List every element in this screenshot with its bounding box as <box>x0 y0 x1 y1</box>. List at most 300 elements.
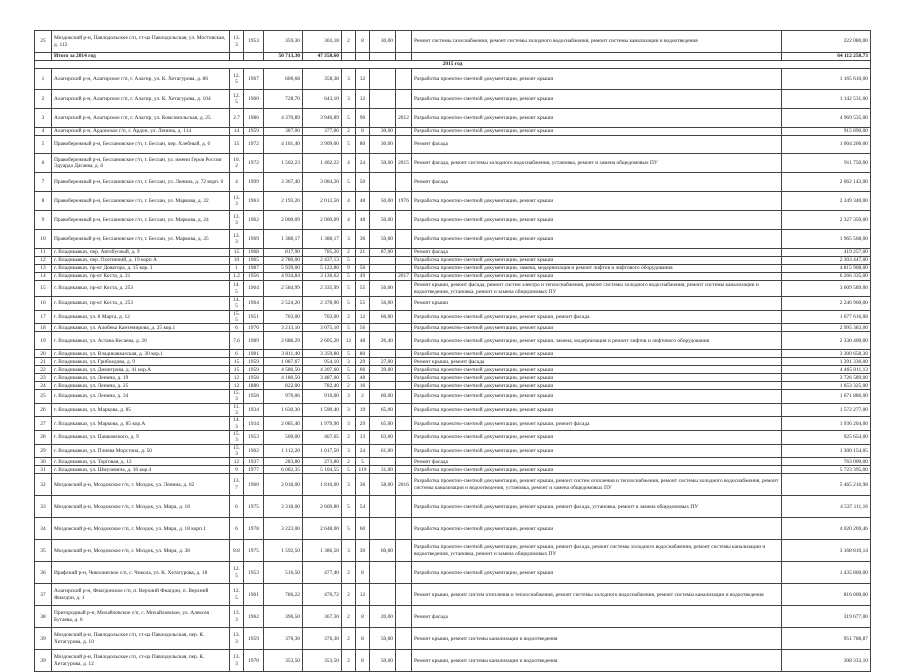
row-number: 39 <box>35 650 52 672</box>
apartments: 8 <box>356 562 370 584</box>
table-row <box>35 230 871 249</box>
col-v1: 13.3 <box>230 650 244 672</box>
address: Алагирский р-н, Алагирское г/п, г. Алагир, ул. К. Хетагурова, д. 104 <box>52 90 230 109</box>
cost: 1 677 616,08 <box>782 310 871 324</box>
col-v1: 1 <box>230 265 244 273</box>
row-number: 25 <box>35 31 52 53</box>
last-repair-year <box>396 518 412 540</box>
col-v1: 12.5 <box>230 562 244 584</box>
year-built: 1953 <box>244 31 264 53</box>
row-number: 12 <box>35 257 52 265</box>
total-area: 283,80 <box>264 458 303 466</box>
table-row <box>35 382 871 390</box>
address: г. Владикавказ, ул. Торговая, д. 12 <box>52 458 230 466</box>
wear-percent: 50,00 <box>370 211 396 230</box>
apartments: 36 <box>356 230 370 249</box>
work-types: Разработка проектно-сметной документации, ремонт крыши <box>412 211 782 230</box>
address: Пригородный р-н, Михайловское с/п, с. Михайловское, ул. Алексея Бутаева, д. 6 <box>52 606 230 628</box>
total-area: 1 502,23 <box>264 154 303 173</box>
row-number: 23 <box>35 374 52 382</box>
wear-percent: 87,00 <box>370 249 396 257</box>
last-repair-year <box>396 128 412 136</box>
work-types: Ремонт фасада <box>412 136 782 154</box>
last-repair-year <box>396 249 412 257</box>
table-row <box>35 444 871 458</box>
year-built: 1962 <box>244 444 264 458</box>
table-row <box>35 466 871 474</box>
year-built: 1989 <box>244 332 264 350</box>
row-number: 21 <box>35 358 52 366</box>
apartments: 8 <box>356 606 370 628</box>
wear-percent <box>370 496 396 518</box>
total-area: 500,00 <box>264 430 303 444</box>
col-v1: 14 <box>230 128 244 136</box>
living-area: 476,72 <box>303 584 342 606</box>
floors: 5 <box>342 297 356 311</box>
row-number: 32 <box>35 474 52 496</box>
cost: 4 537 111,16 <box>782 496 871 518</box>
work-types: Ремонт фасада, ремонт системы холодного водоснабжения, установка, ремонт и замена общедомовых ПУ <box>412 154 782 173</box>
address: Правобережный р-н, Беслановское г/п, г. Беслан, ул. Ленина, д. 72 корп. 6 <box>52 173 230 192</box>
wear-percent: 50,00 <box>370 192 396 211</box>
cost: 5 723 395,00 <box>782 466 871 474</box>
year-built: 1953 <box>244 430 264 444</box>
col-v1: 10 <box>230 257 244 265</box>
floors: 5 <box>342 374 356 382</box>
floors: 3 <box>342 390 356 404</box>
wear-percent <box>370 109 396 128</box>
floors: 2 <box>342 31 356 53</box>
floors: 5 <box>342 466 356 474</box>
apartments: 13 <box>356 430 370 444</box>
table-row <box>35 332 871 350</box>
year-built: 1963 <box>244 192 264 211</box>
col-v1: 6 <box>230 324 244 332</box>
wear-percent: 20,00 <box>370 606 396 628</box>
table-row <box>35 390 871 404</box>
row-number: 10 <box>35 230 52 249</box>
total-area: 2 584,99 <box>264 281 303 297</box>
cost: 2 246 960,00 <box>782 297 871 311</box>
table-row <box>35 403 871 417</box>
living-area: 3 946,89 <box>303 109 342 128</box>
col-v1: 6 <box>230 496 244 518</box>
work-types: Ремонт крыши, ремонт фасада, ремонт систем электро и теплоснабжения, ремонт системы холодного водоснабжения, ремонт системы канализации и водоотведения, установка, ремонт и замена общедомовых ПУ <box>412 281 782 297</box>
wear-percent <box>370 53 396 61</box>
floors: 5 <box>342 518 356 540</box>
last-repair-year <box>396 390 412 404</box>
living-area: 2 437,13 <box>303 257 342 265</box>
work-types: Разработка проектно-сметной документации, ремонт крыши <box>412 466 782 474</box>
total-area: 6 082,35 <box>264 466 303 474</box>
cost: 911 750,00 <box>782 154 871 173</box>
apartments: 30 <box>356 540 370 562</box>
table-row <box>35 257 871 265</box>
total-area: 1 630,30 <box>264 403 303 417</box>
row-number: 31 <box>35 466 52 474</box>
last-repair-year <box>396 265 412 273</box>
row-number: 16 <box>35 297 52 311</box>
total-area: 2 524,20 <box>264 297 303 311</box>
address: г. Владикавказ, ул. Маркова, д. 85 <box>52 403 230 417</box>
table-row <box>35 211 871 230</box>
apartments: 12 <box>356 90 370 109</box>
col-v1: 15 <box>230 358 244 366</box>
cost: 915 890,00 <box>782 128 871 136</box>
apartments: 80 <box>356 136 370 154</box>
living-area: 5 104,55 <box>303 466 342 474</box>
work-types: Ремонт системы газоснабжения, ремонт системы холодного водоснабжения, ремонт системы канализации и водоотведения <box>412 31 782 53</box>
total-area: 359,30 <box>264 31 303 53</box>
wear-percent <box>370 90 396 109</box>
work-types: Разработка проектно-сметной документации, ремонт крыши <box>412 382 782 390</box>
last-repair-year <box>396 562 412 584</box>
work-types: Разработка проектно-сметной документации, ремонт крыши <box>412 128 782 136</box>
total-area: 728,70 <box>264 90 303 109</box>
living-area: 2 669,80 <box>303 496 342 518</box>
total-area: 1 592,50 <box>264 540 303 562</box>
wear-percent <box>370 257 396 265</box>
address: г. Владикавказ, ул. Пашковского, д. 9 <box>52 430 230 444</box>
floors: 5 <box>342 350 356 358</box>
apartments: 24 <box>356 154 370 173</box>
living-area: 703,00 <box>303 310 342 324</box>
cost: 64 112 258,73 <box>782 53 871 61</box>
work-types: Ремонт фасада <box>412 458 782 466</box>
cost: 1 435 860,00 <box>782 562 871 584</box>
wear-percent: 31,00 <box>370 466 396 474</box>
row-number: 2 <box>35 90 52 109</box>
cost: 1 653 325,00 <box>782 382 871 390</box>
total-area: 4 180,50 <box>264 374 303 382</box>
living-area: 3 075,10 <box>303 324 342 332</box>
col-v1: 13.3 <box>230 211 244 230</box>
living-area: 2 648,00 <box>303 518 342 540</box>
address: г. Владикавказ, ул. 8 Марта, д. 12 <box>52 310 230 324</box>
floors: 2 <box>342 128 356 136</box>
cost: 222 080,00 <box>782 31 871 53</box>
living-area: 785,20 <box>303 249 342 257</box>
apartments: 55 <box>356 297 370 311</box>
living-area: 1 388,17 <box>303 230 342 249</box>
total-area: 390,50 <box>264 606 303 628</box>
floors: 2 <box>342 310 356 324</box>
total-area: 2 193,20 <box>264 192 303 211</box>
total-area: 1 388,17 <box>264 230 303 249</box>
col-v1: 11.3 <box>230 403 244 417</box>
col-v1: 13.3 <box>230 606 244 628</box>
col-v1: 15.3 <box>230 390 244 404</box>
apartments: 119 <box>356 466 370 474</box>
work-types: Разработка проектно-сметной документации, ремонт крыши <box>412 109 782 128</box>
table-row <box>35 249 871 257</box>
table-row <box>35 458 871 466</box>
work-types: Разработка проектно-сметной документации, ремонт крыши, замена, модернизация и ремонт лифтов и лифтового оборудования <box>412 332 782 350</box>
cost: 4 815 908,00 <box>782 265 871 273</box>
apartments: 48 <box>356 192 370 211</box>
col-v1: 15.3 <box>230 430 244 444</box>
living-area: 4 207,60 <box>303 366 342 374</box>
living-area: 782,40 <box>303 382 342 390</box>
address: Правобережный р-н, Беслановское г/п, г. Беслан, ул. Маркова, д. 25 <box>52 230 230 249</box>
work-types: Разработка проектно-сметной документации, ремонт крыши <box>412 257 782 265</box>
address: г. Владикавказ, пер. Охотничий, д. 19 корп А <box>52 257 230 265</box>
col-v1 <box>230 53 244 61</box>
address: Моздокский р-н, Павлодольское с/п, ст-ца Павлодольская, пер. К. Хетагурова, д. 10 <box>52 628 230 650</box>
apartments: 19 <box>356 403 370 417</box>
row-number <box>35 53 52 61</box>
floors: 3 <box>342 90 356 109</box>
last-repair-year <box>396 173 412 192</box>
floors: 12 <box>342 332 356 350</box>
year-built: 1962 <box>244 211 264 230</box>
total-area: 376,30 <box>264 628 303 650</box>
wear-percent: 66,00 <box>370 310 396 324</box>
total-area: 3 318,00 <box>264 496 303 518</box>
address: г. Владикавказ, ул. Димитрова, д. 41 кор.А <box>52 366 230 374</box>
year-built: 1959 <box>244 366 264 374</box>
cost: 1 004 206,00 <box>782 136 871 154</box>
total-area: 4 580,50 <box>264 366 303 374</box>
last-repair-year <box>396 136 412 154</box>
apartments: 5 <box>356 458 370 466</box>
address: г. Владикавказ, ул. Ленина, д. 25 <box>52 382 230 390</box>
wear-percent <box>370 69 396 90</box>
floors <box>342 53 356 61</box>
wear-percent: 50,00 <box>370 230 396 249</box>
col-v1: 13.3 <box>230 31 244 53</box>
wear-percent: 39,00 <box>370 366 396 374</box>
total-area: 786,22 <box>264 584 303 606</box>
row-number: 38 <box>35 606 52 628</box>
work-types: Разработка проектно-сметной документации, ремонт крыши <box>412 350 782 358</box>
last-repair-year: 2015 <box>396 154 412 173</box>
last-repair-year <box>396 53 412 61</box>
apartments: 12 <box>356 69 370 90</box>
floors: 5 <box>342 173 356 192</box>
year-built: 1986 <box>244 109 264 128</box>
living-area: 954,10 <box>303 358 342 366</box>
address: г. Владикавказ, пр-кт Коста, д. 253 <box>52 297 230 311</box>
last-repair-year <box>396 230 412 249</box>
row-number: 20 <box>35 350 52 358</box>
col-v1: 12 <box>230 382 244 390</box>
table-row <box>35 128 871 136</box>
cost: 1 965 568,00 <box>782 230 871 249</box>
total-label: Итого за 2014 год <box>52 53 230 61</box>
last-repair-year <box>396 350 412 358</box>
cost: 2 349 340,00 <box>782 192 871 211</box>
row-number: 34 <box>35 518 52 540</box>
table-row <box>35 366 871 374</box>
work-types: Ремонт крыши, ремонт системы канализации и водоотведения <box>412 650 782 672</box>
living-area: 2 378,90 <box>303 297 342 311</box>
wear-percent <box>370 350 396 358</box>
total-area: 976,06 <box>264 390 303 404</box>
wear-percent <box>370 324 396 332</box>
wear-percent <box>370 458 396 466</box>
living-area: 1 816,00 <box>303 474 342 496</box>
year-built <box>244 53 264 61</box>
table-row <box>35 628 871 650</box>
wear-percent: 65,00 <box>370 417 396 431</box>
work-types: Разработка проектно-сметной документации, ремонт крыши <box>412 374 782 382</box>
last-repair-year <box>396 444 412 458</box>
address: г. Владикавказ, ул. Владикавказская, д. 30 кор.1 <box>52 350 230 358</box>
total-area: 2 018,00 <box>264 474 303 496</box>
apartments: 21 <box>356 249 370 257</box>
total-area: 2 780,00 <box>264 257 303 265</box>
cost: 951 788,87 <box>782 628 871 650</box>
total-area: 1 087,67 <box>264 358 303 366</box>
work-types: Разработка проектно-сметной документации, ремонт крыши, ремонт систем отопления и теплоснабжения, ремонт системы холодного водоснабжения, ремонт системы канализации и водоотведения, установка, ремонт и замена общедомовых ПУ <box>412 474 782 496</box>
work-types: Разработка проектно-сметной документации, ремонт крыши <box>412 430 782 444</box>
table-row <box>35 265 871 273</box>
address: Алагирский р-н, Алагирское г/п, г. Алагир, ул. Комсомольская, д. 25 <box>52 109 230 128</box>
year-built: 1987 <box>244 265 264 273</box>
living-area: 376,30 <box>303 628 342 650</box>
apartments: 54 <box>356 496 370 518</box>
last-repair-year: 2012 <box>396 109 412 128</box>
wear-percent: 58,00 <box>370 474 396 496</box>
year-built: 1965 <box>244 257 264 265</box>
table-body <box>35 31 871 672</box>
living-area: 3 909,00 <box>303 136 342 154</box>
apartments: 56 <box>356 324 370 332</box>
year-built: 1962 <box>244 606 264 628</box>
cost: 3 609 589,00 <box>782 281 871 297</box>
living-area: 2 012,50 <box>303 192 342 211</box>
apartments <box>356 53 370 61</box>
total-area: 5 939,00 <box>264 265 303 273</box>
wear-percent <box>370 584 396 606</box>
row-number: 25 <box>35 390 52 404</box>
floors: 2 <box>342 249 356 257</box>
living-area: 3 084,20 <box>303 173 342 192</box>
wear-percent <box>370 273 396 281</box>
cost: 1 300 154,05 <box>782 444 871 458</box>
year-built: 1978 <box>244 518 264 540</box>
year-built: 1999 <box>244 173 264 192</box>
total-area: 353,50 <box>264 650 303 672</box>
cost: 3 300 658,30 <box>782 350 871 358</box>
apartments: 55 <box>356 281 370 297</box>
year-heading-row <box>35 61 871 69</box>
year-built: 1960 <box>244 474 264 496</box>
address: Алагирский р-н, Алагирское г/п, г. Алагир, ул. К. Хетагурова, д. 86 <box>52 69 230 90</box>
year-built: 1958 <box>244 374 264 382</box>
cost: 816 000,00 <box>782 584 871 606</box>
address: г. Владикавказ, ул. Грибоедова, д. 9 <box>52 358 230 366</box>
cost: 3 168 810,14 <box>782 540 871 562</box>
total-area: 2 000,09 <box>264 211 303 230</box>
address: г. Владикавказ, ул. Алибека Кантемирова, д. 25 кор.1 <box>52 324 230 332</box>
table-row <box>35 109 871 128</box>
work-types: Разработка проектно-сметной документации, ремонт крыши <box>412 192 782 211</box>
row-number: 27 <box>35 417 52 431</box>
living-area: 5 122,80 <box>303 265 342 273</box>
col-v1: 13.7 <box>230 474 244 496</box>
floors: 2 <box>342 606 356 628</box>
year-built: 1934 <box>244 417 264 431</box>
work-types: Разработка проектно-сметной документации, ремонт крыши <box>412 69 782 90</box>
col-v1: 15.5 <box>230 310 244 324</box>
table-row <box>35 31 871 53</box>
row-number: 8 <box>35 192 52 211</box>
last-repair-year <box>396 332 412 350</box>
living-area: 1 386,50 <box>303 540 342 562</box>
work-types: Разработка проектно-сметной документации, ремонт крыши <box>412 366 782 374</box>
total-area: 703,00 <box>264 310 303 324</box>
year-built: 1959 <box>244 358 264 366</box>
last-repair-year <box>396 31 412 53</box>
col-v1: 6 <box>230 518 244 540</box>
table-row <box>35 324 871 332</box>
table-row <box>35 540 871 562</box>
floors: 3 <box>342 540 356 562</box>
floors: 5 <box>342 281 356 297</box>
cost: 3 726 589,00 <box>782 374 871 382</box>
apartments <box>356 257 370 265</box>
total-area: 1 112,20 <box>264 444 303 458</box>
total-area: 822,00 <box>264 382 303 390</box>
address: Правобережный р-н, Беслановское г/п, г. Беслан, ул. Маркова, д. 24 <box>52 211 230 230</box>
floors: 2 <box>342 458 356 466</box>
floors: 3 <box>342 417 356 431</box>
table-row <box>35 606 871 628</box>
col-v1: 13.3 <box>230 230 244 249</box>
year-built: 1961 <box>244 584 264 606</box>
apartments: 12 <box>356 584 370 606</box>
wear-percent <box>370 518 396 540</box>
apartments: 56 <box>356 265 370 273</box>
apartments: 29 <box>356 417 370 431</box>
living-area: 467,65 <box>303 430 342 444</box>
address: Моздокский р-н, Павлодольское с/п, ст-ца Павлодольская, ул. Мостовская, д. 112 <box>52 31 230 53</box>
table-row <box>35 417 871 431</box>
total-area: 2 085,40 <box>264 417 303 431</box>
apartments: 8 <box>356 128 370 136</box>
apartments: 60 <box>356 518 370 540</box>
work-types: Разработка проектно-сметной документации, ремонт крыши, ремонт фасада, установка, ремонт и замена общедомовых ПУ <box>412 496 782 518</box>
living-area: 377,00 <box>303 128 342 136</box>
row-number: 5 <box>35 136 52 154</box>
year-built: 1970 <box>244 650 264 672</box>
last-repair-year: 1976 <box>396 192 412 211</box>
total-area: 2 688,29 <box>264 332 303 350</box>
total-row <box>35 53 871 61</box>
cost: 1 165 610,00 <box>782 69 871 90</box>
wear-percent: 50,00 <box>370 154 396 173</box>
row-number: 24 <box>35 382 52 390</box>
last-repair-year <box>396 466 412 474</box>
table-row <box>35 173 871 192</box>
living-area: 273,80 <box>303 458 342 466</box>
living-area: 367,30 <box>303 606 342 628</box>
address: г. Владикавказ, пр-кт Коста, д. 21 <box>52 273 230 281</box>
address: г. Владикавказ, ул. Ленина, д. 19 <box>52 374 230 382</box>
last-repair-year <box>396 458 412 466</box>
year-built: 1972 <box>244 136 264 154</box>
last-repair-year <box>396 403 412 417</box>
address: г. Владикавказ, ул. Шмулевича, д. 16 кор.4 <box>52 466 230 474</box>
year-built: 1975 <box>244 496 264 518</box>
address: Моздокский р-н, Моздокское г/п, г. Моздок, ул. Мира, д. 18 корп.1 <box>52 518 230 540</box>
living-area: 358,38 <box>303 69 342 90</box>
year-built: 1951 <box>244 310 264 324</box>
apartments: 8 <box>356 31 370 53</box>
wear-percent: 30,00 <box>370 136 396 154</box>
